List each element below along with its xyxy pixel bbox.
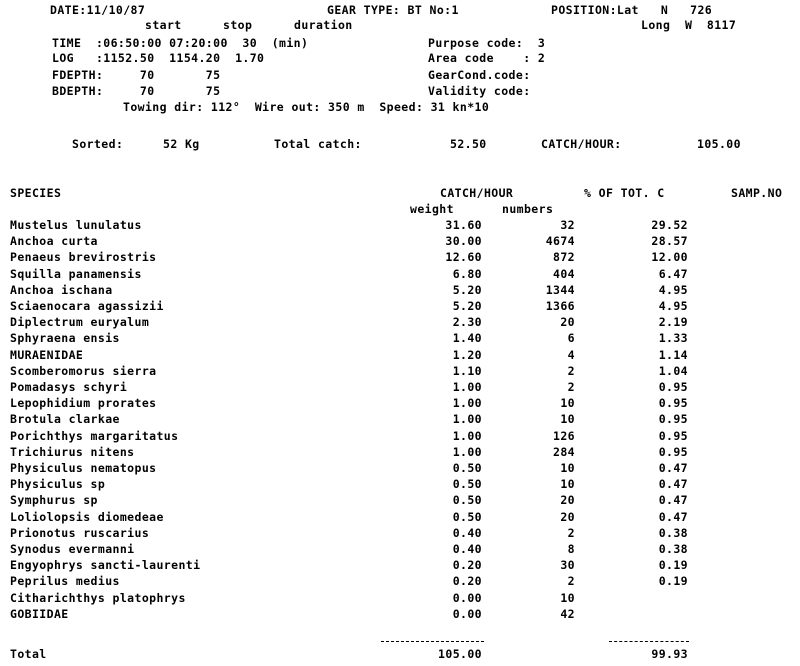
numbers-value: 872: [553, 250, 575, 265]
weight-value: 1.00: [452, 444, 482, 459]
table-row: [0, 430, 800, 442]
total-catch-label: Total catch:: [274, 137, 362, 151]
species-name: Engyophrys sancti-laurenti: [10, 558, 201, 573]
numbers-value: 4: [567, 347, 575, 362]
total-weight: 105.00: [438, 647, 482, 661]
species-name: Penaeus brevirostris: [10, 250, 157, 265]
weight-value: 0.40: [452, 525, 482, 540]
species-name: MURAENIDAE: [10, 347, 84, 362]
fdepth-line: FDEPTH: 70 75: [52, 68, 221, 82]
towing-line: Towing dir: 112° Wire out: 350 m Speed: 31 kn*10: [123, 100, 490, 114]
weight-value: 0.50: [452, 477, 482, 492]
numbers-value: 404: [553, 266, 575, 281]
log-line: LOG :1152.50 1154.20 1.70: [52, 51, 265, 65]
numbers-value: 2: [567, 363, 575, 378]
numbers-value: 20: [560, 493, 575, 508]
bdepth-line: BDEPTH: 70 75: [52, 84, 221, 98]
species-name: Loliolopsis diomedeae: [10, 509, 164, 524]
table-row: [0, 300, 800, 312]
percent-value: 0.47: [658, 461, 688, 475]
percent-value: 0.95: [658, 428, 688, 443]
numbers-value: 20: [560, 315, 575, 330]
table-row: [0, 381, 800, 393]
weight-value: 30.00: [445, 234, 482, 249]
species-name: Brotula clarkae: [10, 412, 120, 427]
table-row: [0, 494, 800, 506]
species-name: Physiculus sp: [10, 477, 106, 492]
weight-value: 0.40: [452, 542, 482, 556]
table-row: [0, 268, 800, 280]
total-percent: 99.93: [651, 647, 688, 661]
weight-value: 1.20: [452, 347, 482, 362]
percent-value: 0.47: [658, 509, 688, 524]
percent-total-column-header: % OF TOT. C: [584, 186, 665, 200]
species-name: Lepophidium prorates: [10, 396, 157, 411]
catch-per-hour-label: CATCH/HOUR:: [541, 137, 622, 151]
percent-value: 28.57: [651, 234, 688, 249]
numbers-value: 42: [560, 606, 575, 621]
table-row: [0, 543, 800, 555]
table-row: [0, 446, 800, 458]
numbers-value: 8: [567, 542, 575, 556]
percent-value: 2.19: [658, 315, 688, 330]
numbers-value: 126: [553, 428, 575, 443]
weight-value: 2.30: [452, 315, 482, 330]
percent-value: 0.95: [658, 380, 688, 394]
numbers-value: 284: [553, 444, 575, 459]
total-weight-separator: [381, 641, 484, 642]
species-column-header: SPECIES: [10, 186, 62, 200]
numbers-value: 10: [560, 477, 575, 492]
weight-value: 0.00: [452, 590, 482, 605]
catch-per-hour-value: 105.00: [697, 137, 741, 151]
position-long-field: Long W 8117: [641, 18, 737, 32]
weight-value: 0.50: [452, 461, 482, 475]
weight-value: 1.10: [452, 363, 482, 378]
numbers-value: 2: [567, 380, 575, 394]
table-row: [0, 332, 800, 344]
species-name: Peprilus medius: [10, 574, 120, 589]
table-row: [0, 316, 800, 328]
validity-code: Validity code:: [428, 84, 531, 98]
weight-value: 1.40: [452, 331, 482, 346]
percent-value: 1.04: [658, 363, 688, 378]
percent-value: 12.00: [651, 250, 688, 265]
weight-value: 1.00: [452, 412, 482, 427]
total-catch-value: 52.50: [450, 137, 487, 151]
percent-value: 1.14: [658, 347, 688, 362]
table-row: [0, 397, 800, 409]
numbers-subheader: numbers: [502, 202, 554, 216]
species-name: Sciaenocara agassizii: [10, 299, 164, 313]
species-name: Trichiurus nitens: [10, 444, 135, 459]
sorted-label: Sorted:: [72, 137, 124, 151]
percent-value: 0.95: [658, 444, 688, 459]
table-row: [0, 365, 800, 377]
area-code: Area code : 2: [428, 51, 546, 65]
percent-value: 0.47: [658, 493, 688, 508]
species-name: GOBIIDAE: [10, 606, 69, 621]
species-name: Citharichthys platophrys: [10, 590, 186, 605]
numbers-value: 10: [560, 412, 575, 427]
table-row: [0, 559, 800, 571]
sorted-value: 52 Kg: [163, 137, 200, 151]
date-field: DATE:11/10/87: [50, 3, 146, 17]
weight-value: 6.80: [452, 266, 482, 281]
numbers-value: 32: [560, 218, 575, 232]
percent-value: 0.19: [658, 558, 688, 573]
table-row: [0, 349, 800, 361]
sample-number-column-header: SAMP.NO: [731, 186, 783, 200]
species-name: Pomadasys schyri: [10, 380, 128, 394]
weight-value: 0.50: [452, 493, 482, 508]
numbers-value: 10: [560, 461, 575, 475]
table-row: [0, 608, 800, 620]
species-name: Prionotus ruscarius: [10, 525, 150, 540]
weight-value: 1.00: [452, 380, 482, 394]
species-name: Mustelus lunulatus: [10, 218, 142, 232]
table-row: [0, 284, 800, 296]
numbers-value: 4674: [545, 234, 575, 249]
weight-value: 1.00: [452, 428, 482, 443]
table-row: [0, 527, 800, 539]
table-row: [0, 592, 800, 604]
percent-value: 0.95: [658, 412, 688, 427]
weight-subheader: weight: [410, 202, 454, 216]
table-row: [0, 478, 800, 490]
weight-value: 5.20: [452, 282, 482, 297]
species-name: Porichthys margaritatus: [10, 428, 179, 443]
table-row: [0, 413, 800, 425]
species-name: Anchoa curta: [10, 234, 98, 249]
time-line: TIME :06:50:00 07:20:00 30 (min): [52, 36, 309, 50]
numbers-value: 2: [567, 574, 575, 589]
species-name: Squilla panamensis: [10, 266, 142, 281]
weight-value: 0.20: [452, 558, 482, 573]
percent-value: 0.38: [658, 525, 688, 540]
catch-hour-column-header: CATCH/HOUR: [440, 186, 514, 200]
weight-value: 12.60: [445, 250, 482, 265]
species-name: Symphurus sp: [10, 493, 98, 508]
weight-value: 31.60: [445, 218, 482, 232]
species-name: Sphyraena ensis: [10, 331, 120, 346]
weight-value: 5.20: [452, 299, 482, 313]
numbers-value: 2: [567, 525, 575, 540]
numbers-value: 20: [560, 509, 575, 524]
percent-value: 1.33: [658, 331, 688, 346]
species-name: Synodus evermanni: [10, 542, 135, 556]
species-name: Diplectrum euryalum: [10, 315, 150, 330]
duration-column-label: duration: [294, 18, 353, 32]
position-lat-field: POSITION:Lat N 726: [551, 3, 713, 17]
weight-value: 0.20: [452, 574, 482, 589]
table-row: [0, 251, 800, 263]
total-label: Total: [10, 647, 47, 661]
numbers-value: 1366: [545, 299, 575, 313]
start-column-label: start: [145, 18, 182, 32]
table-row: [0, 511, 800, 523]
gear-condition-code: GearCond.code:: [428, 68, 531, 82]
percent-value: 6.47: [658, 266, 688, 281]
percent-value: 0.19: [658, 574, 688, 589]
numbers-value: 30: [560, 558, 575, 573]
stop-column-label: stop: [223, 18, 253, 32]
species-name: Scomberomorus sierra: [10, 363, 157, 378]
weight-value: 0.50: [452, 509, 482, 524]
table-row: [0, 575, 800, 587]
numbers-value: 10: [560, 396, 575, 411]
species-name: Physiculus nematopus: [10, 461, 157, 475]
purpose-code: Purpose code: 3: [428, 36, 546, 50]
numbers-value: 10: [560, 590, 575, 605]
percent-value: 0.38: [658, 542, 688, 556]
total-percent-separator: [609, 641, 689, 642]
numbers-value: 1344: [545, 282, 575, 297]
numbers-value: 6: [567, 331, 575, 346]
percent-value: 4.95: [658, 282, 688, 297]
percent-value: 4.95: [658, 299, 688, 313]
percent-value: 0.47: [658, 477, 688, 492]
table-row: [0, 462, 800, 474]
table-row: [0, 235, 800, 247]
gear-type-field: GEAR TYPE: BT No:1: [327, 3, 459, 17]
table-row: [0, 219, 800, 231]
percent-value: 0.95: [658, 396, 688, 411]
percent-value: 29.52: [651, 218, 688, 232]
weight-value: 0.00: [452, 606, 482, 621]
weight-value: 1.00: [452, 396, 482, 411]
species-name: Anchoa ischana: [10, 282, 113, 297]
